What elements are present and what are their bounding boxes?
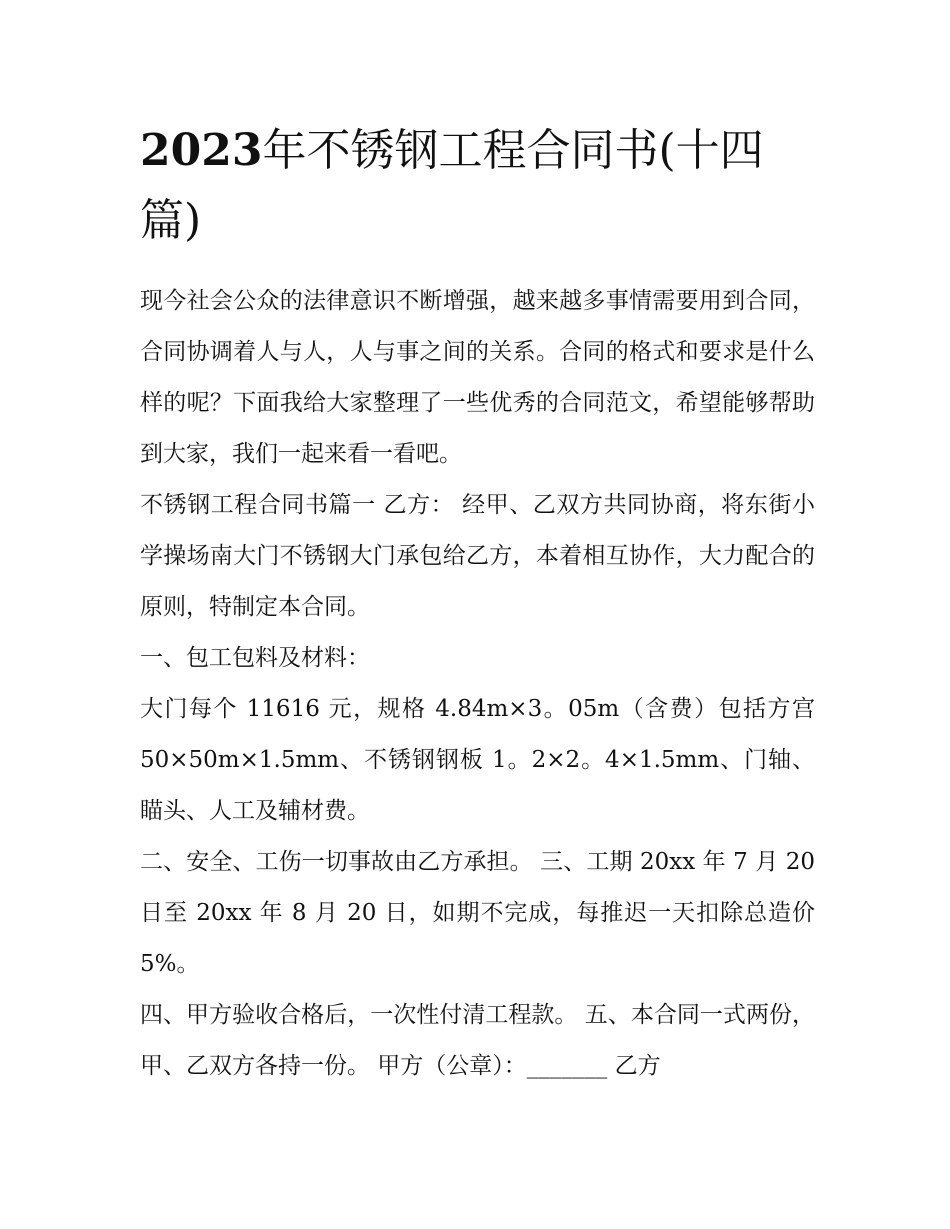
title-year: 2023 — [140, 125, 263, 176]
paragraph-section-2-3: 二、安全、工伤一切事故由乙方承担。 三、工期 20xx 年 7 月 20 日至 20xx 年 8 月 20 日，如期不完成，每推迟一天扣除总造价 5%。 — [140, 849, 815, 977]
document-title — [140, 116, 815, 256]
paragraph-section-1-heading: 一、包工包料及材料： — [140, 645, 370, 671]
title-text: 年不锈钢工程合同书(十四篇) — [140, 125, 764, 246]
document-page — [140, 0, 815, 1229]
paragraph-contract-opening: 不锈钢工程合同书篇一 乙方： 经甲、乙双方共同协商，将东街小学操场南大门不锈钢大门承包给乙方，本着相互协作，大力配合的原则，特制定本合同。 — [140, 492, 815, 620]
paragraph-intro: 现今社会公众的法律意识不断增强，越来越多事情需要用到合同，合同协调着人与人，人与事之间的关系。合同的格式和要求是什么样的呢？下面我给大家整理了一些优秀的合同范文，希望能够帮助到大家，我们一起来看一看吧。 — [140, 288, 815, 467]
paragraph-section-1-details: 大门每个 11616 元，规格 4.84m×3。05m（含费）包括方宫 50×50m×1.5mm、不锈钢钢板 1。2×2。4×1.5mm、门轴、瞄头、人工及辅材费。 — [140, 696, 815, 824]
document-body — [140, 276, 815, 1092]
paragraph-section-4-5: 四、甲方验收合格后，一次性付清工程款。 五、本合同一式两份，甲、乙双方各持一份。 甲方（公章）：_______ 乙方 — [140, 1002, 815, 1079]
